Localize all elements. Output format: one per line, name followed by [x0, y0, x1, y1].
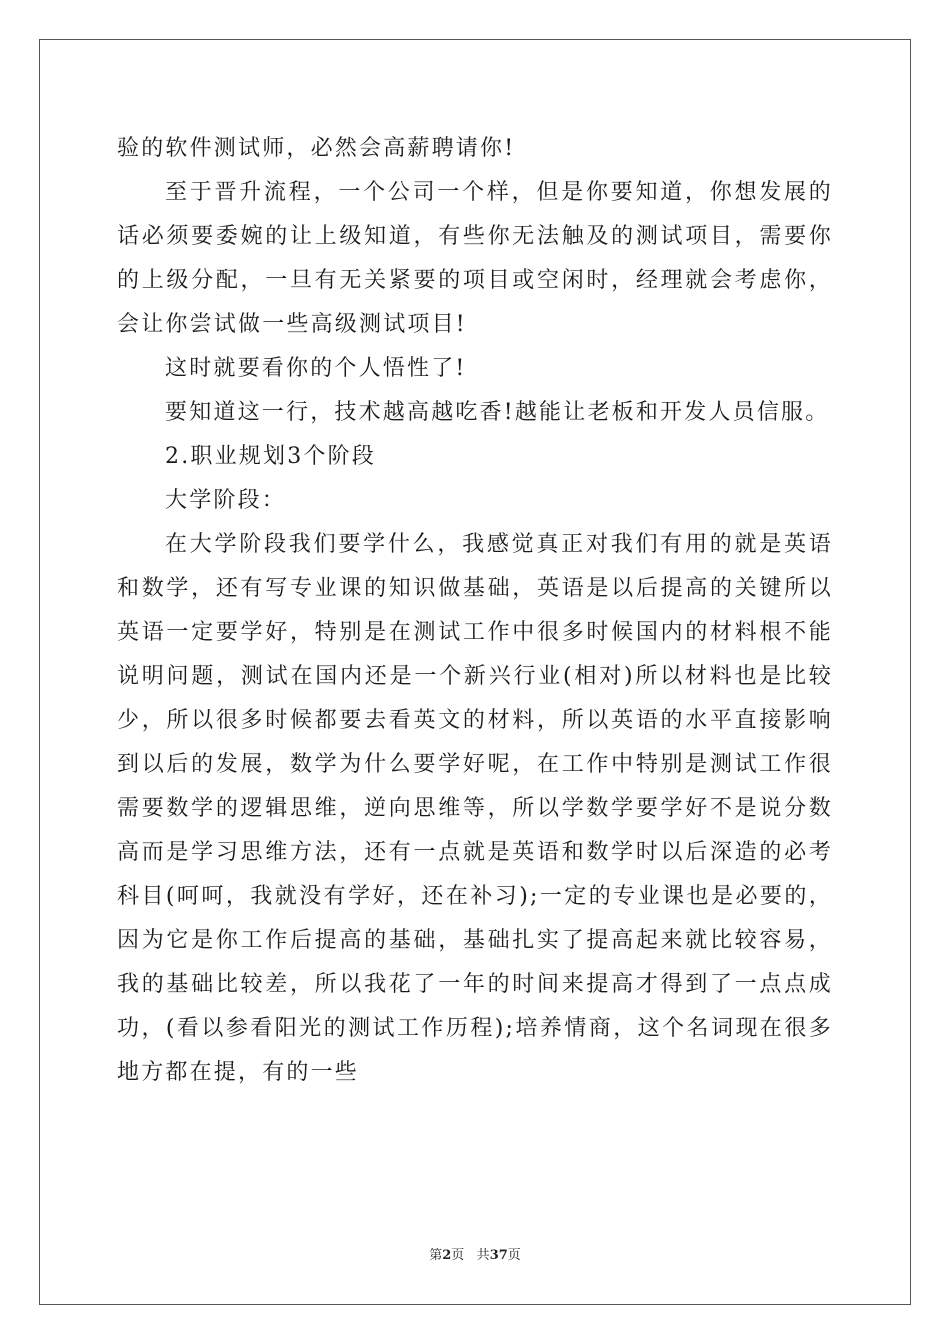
paragraph-1: 验的软件测试师，必然会高薪聘请你!	[117, 136, 516, 161]
footer-page-suffix: 页	[451, 1248, 465, 1263]
section-heading: 2.职业规划3个阶段	[165, 444, 376, 469]
footer-total-suffix: 页	[507, 1248, 521, 1263]
paragraph-3: 这时就要看你的个人悟性了!	[165, 356, 467, 381]
paragraph-4: 要知道这一行，技术越高越吃香!越能让老板和开发人员信服。	[165, 400, 830, 425]
footer-total-pages: 37	[489, 1248, 508, 1263]
page-footer	[0, 1247, 950, 1265]
paragraph-7: 在大学阶段我们要学什么，我感觉真正对我们有用的就是英语和数学，还有写专业课的知识做基础，英语是以后提高的关键所以英语一定要学好，特别是在测试工作中很多时候国内的材料根不能说明问题，测试在国内还是一个新兴行业(相对)所以材料也是比较少，所以很多时候都要去看英文的材料，所以英语的水平直接影响到以后的发展，数学为什么要学好呢，在工作中特别是测试工作很需要数学的逻辑思维，逆向思维等，所以学数学要学好不是说分数高而是学习思维方法，还有一点就是英语和数学时以后深造的必考科目(呵呵，我就没有学好，还在补习);一定的专业课也是必要的，因为它是你工作后提高的基础，基础扎实了提高起来就比较容易，我的基础比较差，所以我花了一年的时间来提高才得到了一点点成功，(看以参看阳光的测试工作历程);培养情商，这个名词现在很多地方都在提，有的一些	[117, 532, 833, 1085]
document-body	[117, 127, 833, 1095]
subsection-heading: 大学阶段：	[165, 488, 287, 513]
footer-prefix: 第	[429, 1248, 443, 1263]
footer-total-prefix: 共	[476, 1248, 490, 1263]
footer-page-number: 2	[442, 1248, 452, 1263]
paragraph-2: 至于晋升流程，一个公司一个样，但是你要知道，你想发展的话必须要委婉的让上级知道，有些你无法触及的测试项目，需要你的上级分配，一旦有无关紧要的项目或空闲时，经理就会考虑你，会让你尝试做一些高级测试项目!	[117, 180, 833, 337]
